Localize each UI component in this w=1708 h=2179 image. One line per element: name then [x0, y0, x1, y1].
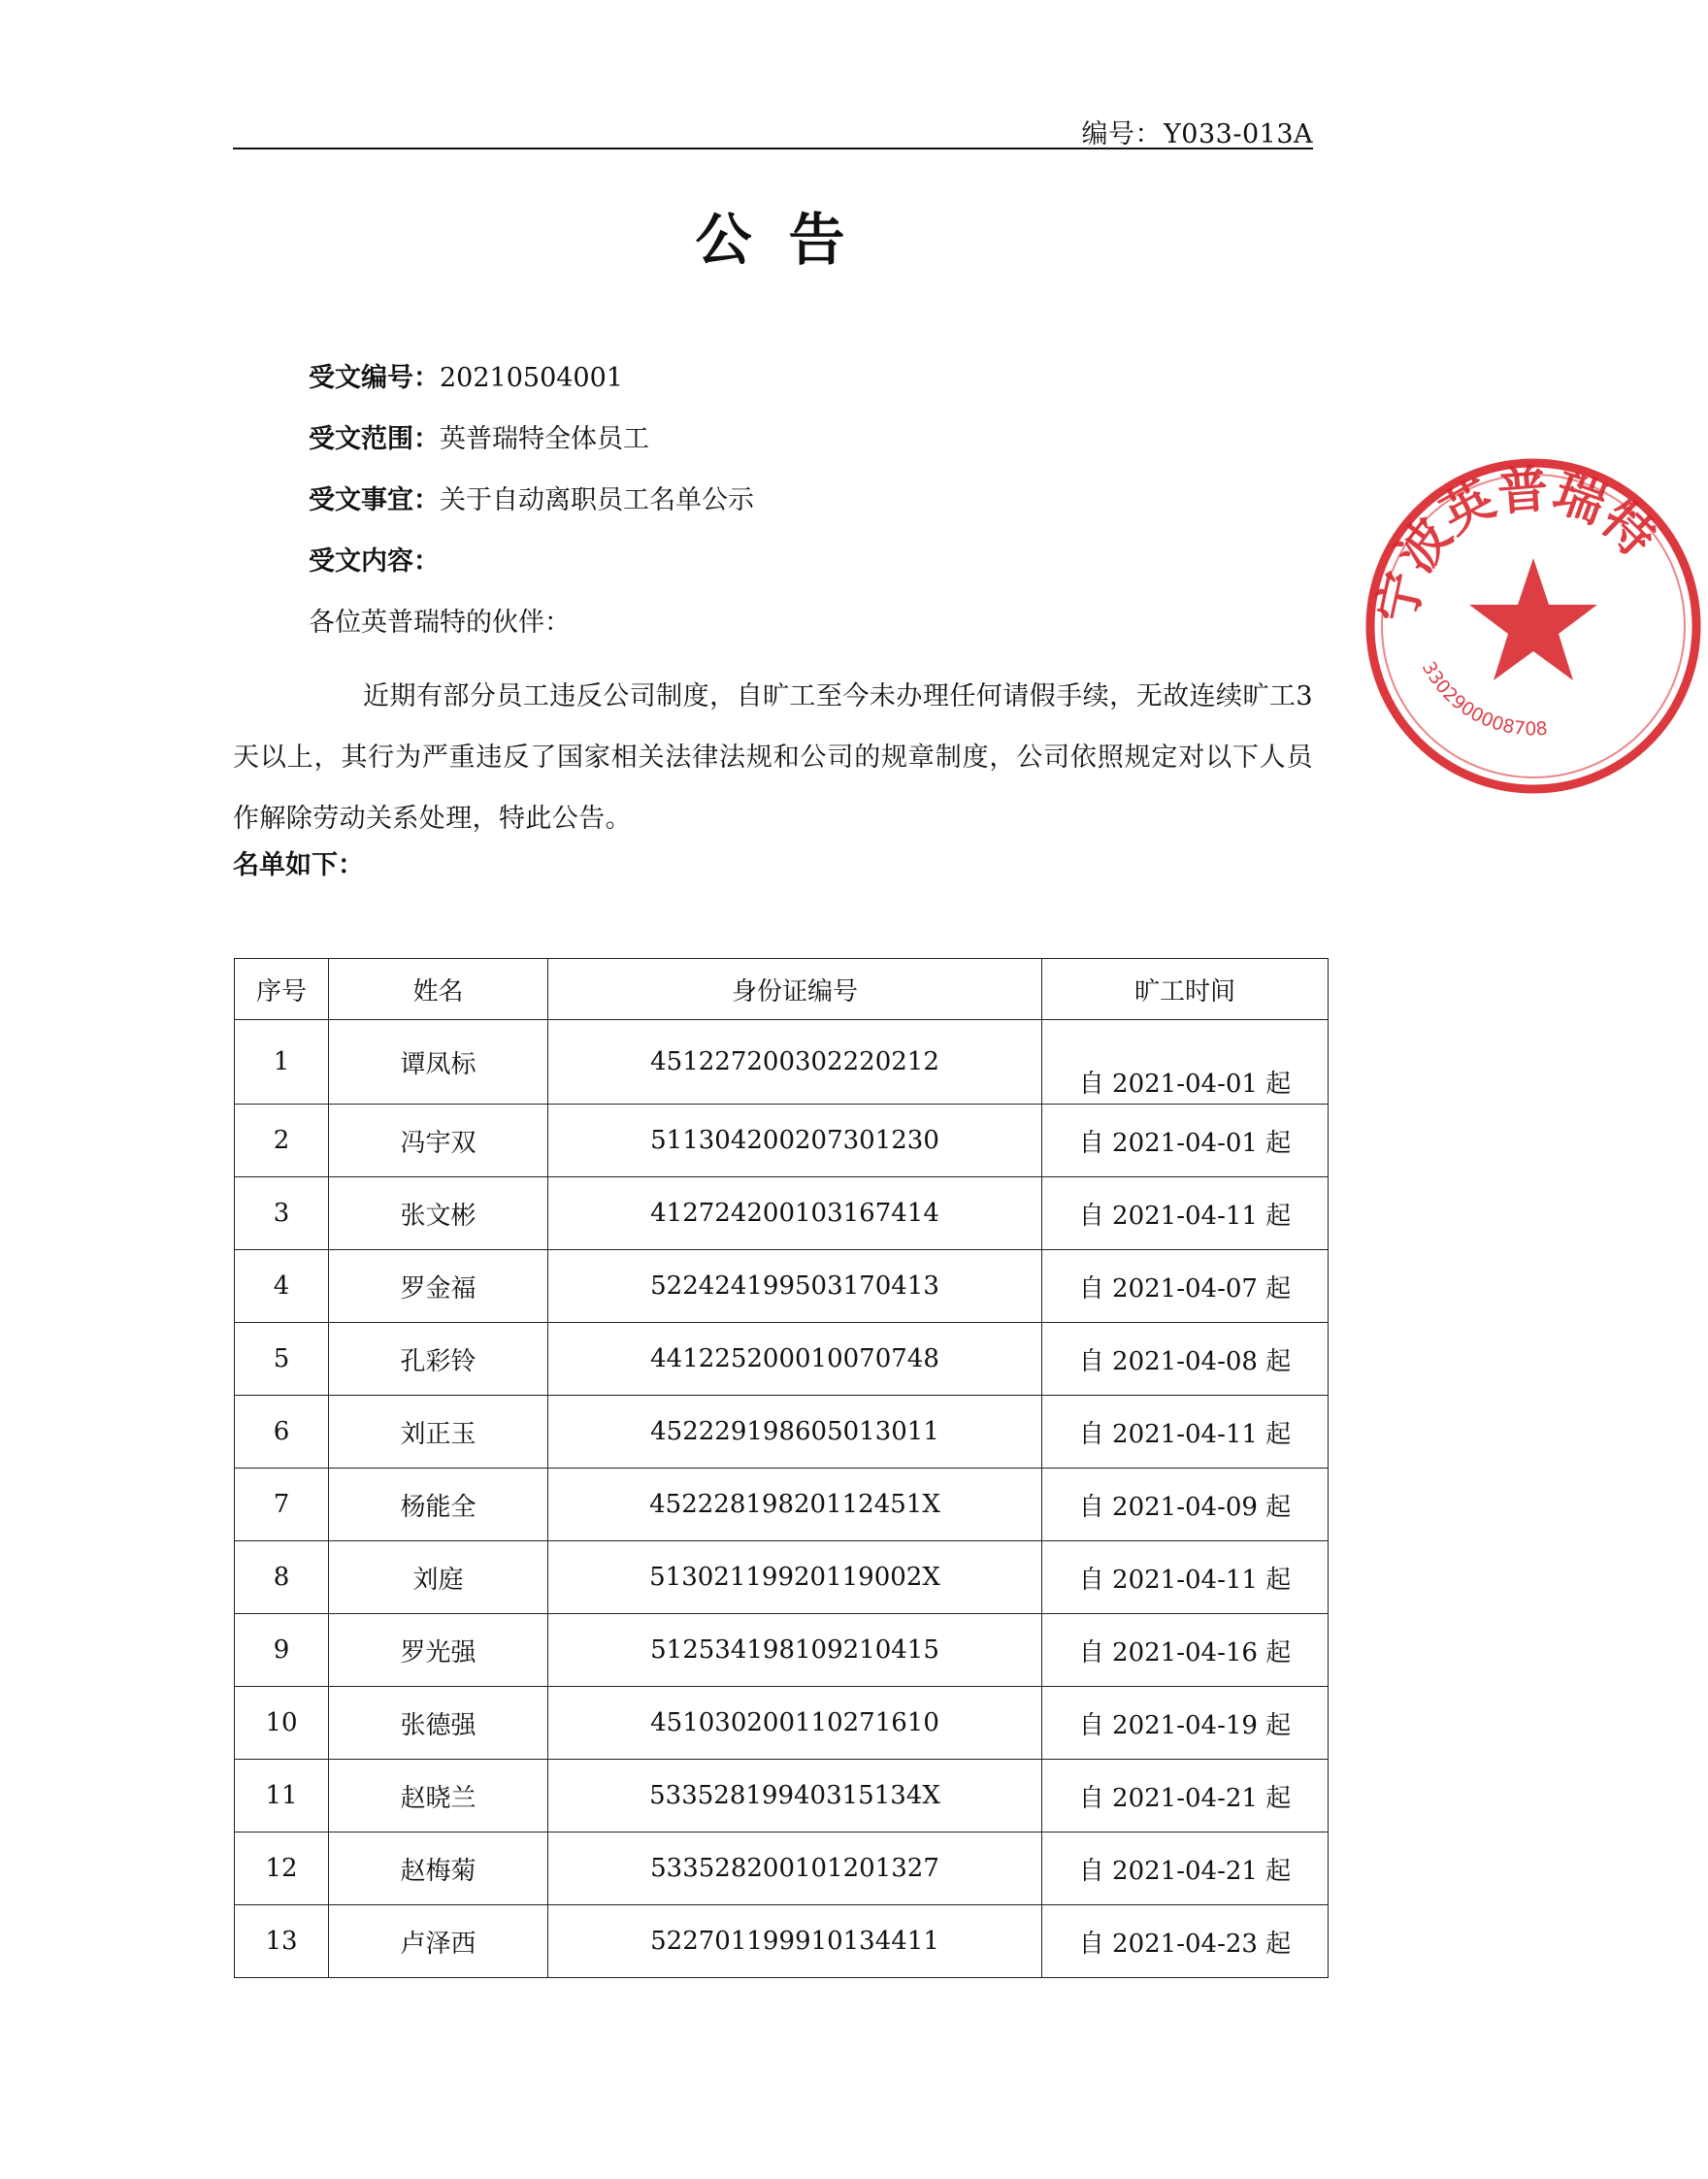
cell-name: 孔彩铃: [329, 1323, 548, 1396]
header-id-number: 身份证编号: [548, 959, 1042, 1020]
cell-absence-date: 自 2021-04-11 起: [1042, 1396, 1329, 1469]
cell-index: 5: [235, 1323, 329, 1396]
cell-name: 张德强: [329, 1687, 548, 1760]
cell-absence-date: 自 2021-04-01 起: [1042, 1020, 1329, 1105]
scope-row: [309, 422, 649, 457]
scope-label: 受文范围：: [309, 424, 440, 454]
cell-index: 10: [235, 1687, 329, 1760]
subject-label: 受文事宜：: [309, 485, 440, 515]
header-name: 姓名: [329, 959, 548, 1020]
cell-id-number: 452229198605013011: [548, 1396, 1042, 1469]
cell-id-number: 533528200101201327: [548, 1832, 1042, 1905]
cell-index: 9: [235, 1614, 329, 1687]
cell-name: 罗金福: [329, 1250, 548, 1323]
document-number-value: Y033-013A: [1163, 119, 1313, 149]
cell-id-number: 451227200302220212: [548, 1020, 1042, 1105]
content-label: 受文内容：: [309, 546, 440, 577]
document-number-label: 编号：: [1081, 119, 1162, 149]
cell-index: 2: [235, 1105, 329, 1177]
cell-absence-date: 自 2021-04-08 起: [1042, 1323, 1329, 1396]
cell-index: 7: [235, 1469, 329, 1541]
company-seal: [1359, 451, 1708, 801]
cell-absence-date: 自 2021-04-21 起: [1042, 1760, 1329, 1832]
cell-absence-date: 自 2021-04-16 起: [1042, 1614, 1329, 1687]
cell-absence-date: 自 2021-04-23 起: [1042, 1905, 1329, 1978]
table-row: [235, 1905, 1329, 1978]
receipt-number-value: 20210504001: [440, 363, 623, 393]
employee-table: [234, 958, 1329, 1978]
table-row: [235, 1760, 1329, 1832]
cell-index: 8: [235, 1541, 329, 1614]
table-row: [235, 1396, 1329, 1469]
cell-name: 刘庭: [329, 1541, 548, 1614]
cell-name: 杨能全: [329, 1469, 548, 1541]
cell-absence-date: 自 2021-04-19 起: [1042, 1687, 1329, 1760]
cell-id-number: 412724200103167414: [548, 1177, 1042, 1250]
cell-index: 1: [235, 1020, 329, 1105]
table-row: [235, 1250, 1329, 1323]
cell-id-number: 511304200207301230: [548, 1105, 1042, 1177]
cell-name: 冯宇双: [329, 1105, 548, 1177]
table-row: [235, 1832, 1329, 1905]
cell-name: 谭凤标: [329, 1020, 548, 1105]
scope-value: 英普瑞特全体员工: [440, 424, 649, 454]
list-heading: 名单如下：: [233, 850, 364, 880]
table-row: [235, 1541, 1329, 1614]
cell-index: 12: [235, 1832, 329, 1905]
cell-name: 卢泽西: [329, 1905, 548, 1978]
page-title: 公告: [695, 207, 882, 273]
cell-id-number: 451030200110271610: [548, 1687, 1042, 1760]
cell-name: 赵梅菊: [329, 1832, 548, 1905]
seal-code-text: 3302900008708: [1417, 658, 1549, 741]
cell-index: 4: [235, 1250, 329, 1323]
body-paragraph: 近期有部分员工违反公司制度，自旷工至今未办理任何请假手续，无故连续旷工3天以上，其行为严重违反了国家相关法律法规和公司的规章制度，公司依照规定对以下人员作解除劳动关系处理，特此公告。: [233, 681, 1313, 834]
cell-absence-date: 自 2021-04-11 起: [1042, 1541, 1329, 1614]
seal-company-text: 宁波英普瑞特: [1367, 460, 1666, 629]
salutation: 各位英普瑞特的伙伴：: [309, 608, 571, 638]
cell-id-number: 53352819940315134X: [548, 1760, 1042, 1832]
content-row: [309, 545, 440, 579]
table-row: [235, 1687, 1329, 1760]
table-row: [235, 1323, 1329, 1396]
cell-id-number: 522424199503170413: [548, 1250, 1042, 1323]
table-row: [235, 1105, 1329, 1177]
cell-index: 11: [235, 1760, 329, 1832]
cell-absence-date: 自 2021-04-07 起: [1042, 1250, 1329, 1323]
document-number: [1081, 113, 1313, 150]
header-absence-date: 旷工时间: [1042, 959, 1329, 1020]
table-row: [235, 1469, 1329, 1541]
table-row: [235, 1614, 1329, 1687]
cell-id-number: 441225200010070748: [548, 1323, 1042, 1396]
cell-name: 张文彬: [329, 1177, 548, 1250]
cell-name: 赵晓兰: [329, 1760, 548, 1832]
cell-absence-date: 自 2021-04-01 起: [1042, 1105, 1329, 1177]
cell-id-number: 512534198109210415: [548, 1614, 1042, 1687]
receipt-number-label: 受文编号：: [309, 363, 440, 393]
table-row: [235, 1177, 1329, 1250]
cell-id-number: 51302119920119002X: [548, 1541, 1042, 1614]
cell-index: 3: [235, 1177, 329, 1250]
subject-value: 关于自动离职员工名单公示: [440, 485, 754, 515]
table-row: [235, 1020, 1329, 1105]
cell-index: 6: [235, 1396, 329, 1469]
cell-id-number: 45222819820112451X: [548, 1469, 1042, 1541]
cell-index: 13: [235, 1905, 329, 1978]
cell-name: 刘正玉: [329, 1396, 548, 1469]
subject-row: [309, 483, 754, 518]
receipt-number-row: [309, 361, 623, 396]
seal-star-icon: [1469, 558, 1597, 680]
cell-id-number: 522701199910134411: [548, 1905, 1042, 1978]
table-header-row: [235, 959, 1329, 1020]
header-index: 序号: [235, 959, 329, 1020]
cell-name: 罗光强: [329, 1614, 548, 1687]
cell-absence-date: 自 2021-04-21 起: [1042, 1832, 1329, 1905]
cell-absence-date: 自 2021-04-09 起: [1042, 1469, 1329, 1541]
header-divider: [233, 148, 1313, 149]
cell-absence-date: 自 2021-04-11 起: [1042, 1177, 1329, 1250]
